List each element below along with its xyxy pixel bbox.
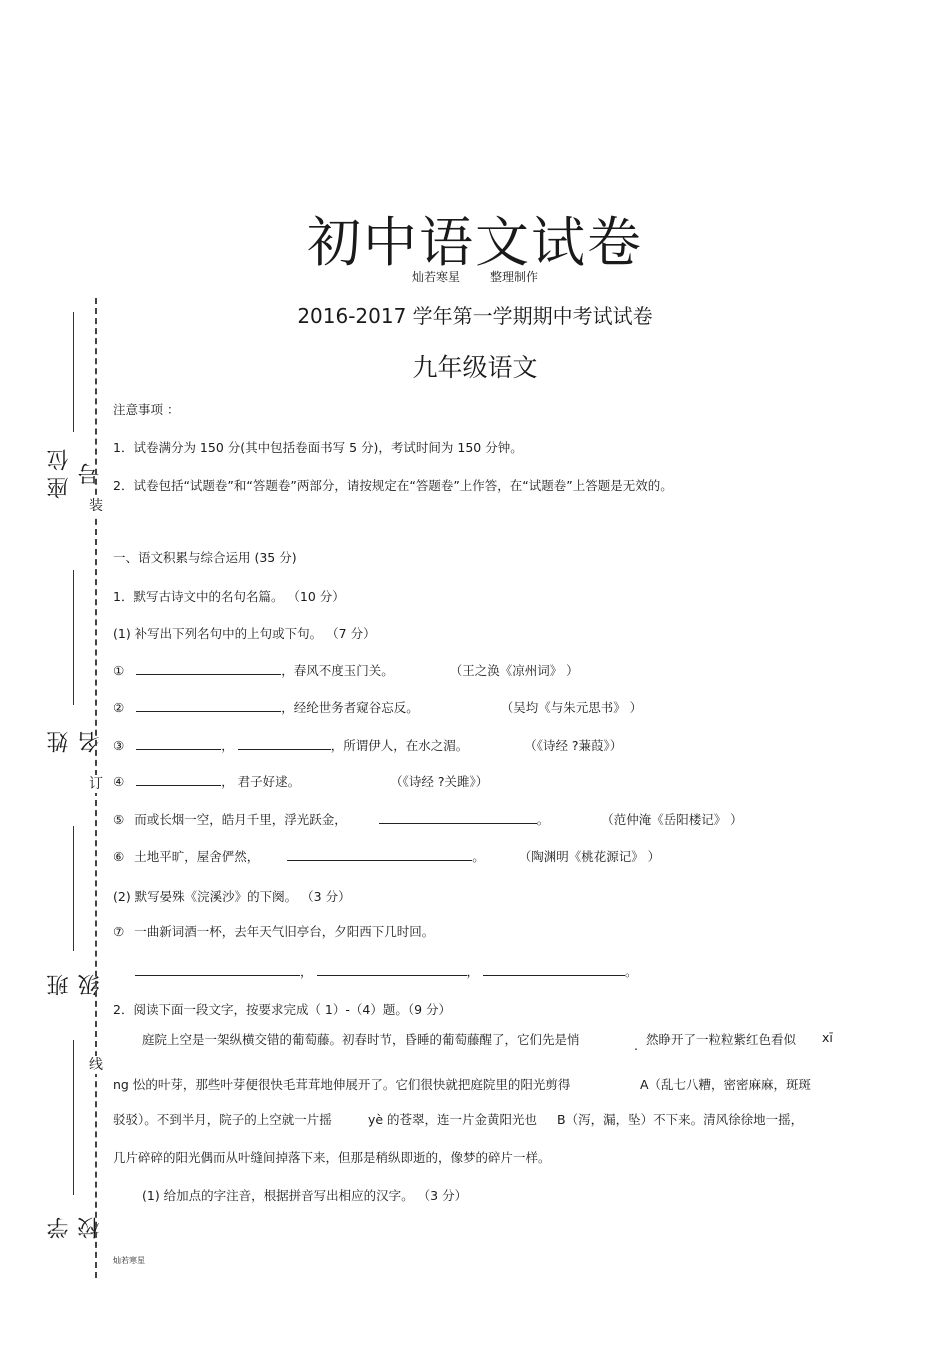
poem-answer-blanks bbox=[135, 962, 638, 980]
poem-line-7 bbox=[113, 922, 434, 940]
passage-line-2-b: A（乱七八糟，密密麻麻，斑斑 bbox=[640, 1077, 812, 1092]
credit-right: 整理制作 bbox=[490, 270, 539, 284]
passage-line-3: 驳驳）。不到半月，院子的上空就一片摇 bbox=[113, 1112, 332, 1127]
item-text: 而或长烟一空，皓月千里，浮光跃金， bbox=[134, 812, 347, 827]
main-title: 初中语文试卷 bbox=[307, 211, 643, 274]
item-source: （《诗经 ?蒹葭》） bbox=[524, 738, 623, 753]
passage-line-4: 几片碎碎的阳光偶而从叶缝间掉落下来，但那是稍纵即逝的，像梦的碎片一样。 bbox=[113, 1150, 551, 1165]
section-title: 一、语文积累与综合运用 (35 分) bbox=[113, 550, 297, 565]
blank-comma: ， bbox=[300, 964, 313, 979]
name-label: 姓名 bbox=[47, 725, 103, 753]
item-number: ③ bbox=[113, 738, 125, 753]
credit-left: 灿若寒星 bbox=[411, 270, 460, 284]
question-1-part-2: (2) 默写晏殊《浣溪沙》的下阕。 （3 分） bbox=[113, 889, 351, 904]
item-number: ④ bbox=[113, 774, 125, 789]
item-text: ， 君子好逑。 bbox=[221, 774, 301, 789]
answer-blank[interactable] bbox=[136, 772, 221, 786]
passage-text: 庭院上空是一架纵横交错的葡萄藤。初春时节，昏睡的葡萄藤醒了，它们先是悄 bbox=[142, 1032, 580, 1047]
school-label: 学校 bbox=[47, 1211, 103, 1239]
seat-number-label: 座位号 bbox=[47, 443, 103, 499]
item-end: 。 bbox=[472, 849, 485, 864]
binding-char-xian: 线 bbox=[89, 1057, 103, 1073]
item-number: ⑤ bbox=[113, 812, 125, 827]
item-source: （王之涣《凉州词》 ） bbox=[449, 663, 579, 678]
answer-blank[interactable] bbox=[317, 962, 467, 976]
blank-comma: ， bbox=[466, 964, 480, 979]
item-number: ② bbox=[113, 700, 125, 715]
fill-item-3 bbox=[113, 736, 622, 754]
fill-item-6 bbox=[113, 847, 660, 865]
item-number: ⑥ bbox=[113, 849, 125, 864]
class-label: 班级 bbox=[47, 968, 103, 996]
answer-blank[interactable] bbox=[136, 661, 281, 675]
emphasis-dot: . bbox=[634, 1038, 638, 1053]
item-source: （吴均《与朱元思书》 ） bbox=[500, 700, 643, 715]
pinyin-xi: xī bbox=[822, 1030, 833, 1045]
question-1: 1．默写古诗文中的名句名篇。 （10 分） bbox=[113, 589, 345, 604]
passage-line-2: ng 忪的叶芽，那些叶芽便很快毛茸茸地伸展开了。它们很快就把庭院里的阳光剪得 bbox=[113, 1077, 571, 1092]
passage-line-3-mid: yè 的苍翠，连一片金黄阳光也 bbox=[368, 1112, 538, 1127]
item-source: （《诗经 ?关雎》） bbox=[390, 774, 489, 789]
passage-line-3-b: B（泻，漏，坠）不下来。清风徐徐地一摇， bbox=[557, 1112, 804, 1127]
item-source: （范仲淹《岳阳楼记》 ） bbox=[601, 812, 743, 827]
footer-text: 灿若寒星 bbox=[113, 1256, 145, 1265]
fill-item-1 bbox=[113, 661, 579, 679]
passage-line-1 bbox=[142, 1030, 580, 1048]
passage-line-1-b: 然睁开了一粒粒紫红色看似 bbox=[646, 1032, 797, 1047]
question-1-part-1: (1) 补写出下列名句中的上句或下句。 （7 分） bbox=[113, 626, 376, 641]
answer-blank[interactable] bbox=[238, 736, 331, 750]
binding-char-ding: 订 bbox=[89, 776, 103, 792]
answer-blank[interactable] bbox=[483, 962, 625, 976]
item-text: ，所谓伊人，在水之湄。 bbox=[330, 738, 469, 753]
answer-blank[interactable] bbox=[136, 698, 281, 712]
name-line bbox=[73, 570, 74, 705]
exam-title: 2016-2017 学年第一学期期中考试试卷 bbox=[297, 304, 653, 328]
item-comma: ， bbox=[221, 738, 234, 753]
answer-blank[interactable] bbox=[379, 810, 537, 824]
item-text: ，春风不度玉门关。 bbox=[281, 663, 394, 678]
item-number: ⑦ bbox=[113, 924, 125, 939]
credit-line bbox=[0, 268, 950, 285]
item-text: 一曲新词酒一杯，去年天气旧亭台，夕阳西下几时回。 bbox=[134, 924, 435, 939]
answer-blank[interactable] bbox=[135, 962, 300, 976]
grade-title: 九年级语文 bbox=[412, 353, 538, 382]
fill-item-2 bbox=[113, 698, 642, 716]
item-number: ① bbox=[113, 663, 125, 678]
answer-blank[interactable] bbox=[136, 736, 221, 750]
question-2-part-1: (1) 给加点的字注音，根据拼音写出相应的汉字。 （3 分） bbox=[142, 1188, 468, 1203]
item-text: ，经纶世务者窥谷忘反。 bbox=[281, 700, 419, 715]
notice-item-1: 1．试卷满分为 150 分(其中包括卷面书写 5 分)，考试时间为 150 分钟。 bbox=[113, 440, 523, 455]
blank-end: 。 bbox=[625, 964, 638, 979]
fill-item-4 bbox=[113, 772, 488, 790]
item-source: （陶渊明《桃花源记》 ） bbox=[518, 849, 661, 864]
answer-blank[interactable] bbox=[287, 847, 472, 861]
notice-label: 注意事项 ： bbox=[113, 402, 180, 417]
item-end: 。 bbox=[536, 812, 550, 827]
school-line bbox=[73, 1040, 74, 1195]
class-line bbox=[73, 826, 74, 951]
binding-char-zhuang: 装 bbox=[89, 498, 103, 514]
fill-item-5 bbox=[113, 810, 743, 828]
item-text: 土地平旷，屋舍俨然， bbox=[134, 849, 260, 864]
question-2: 2．阅读下面一段文字，按要求完成（ 1）-（4）题。（9 分） bbox=[113, 1002, 452, 1017]
notice-item-2: 2．试卷包括“试题卷”和“答题卷”两部分，请按规定在“答题卷”上作答，在“试题卷”上答题是无效的。 bbox=[113, 478, 673, 493]
